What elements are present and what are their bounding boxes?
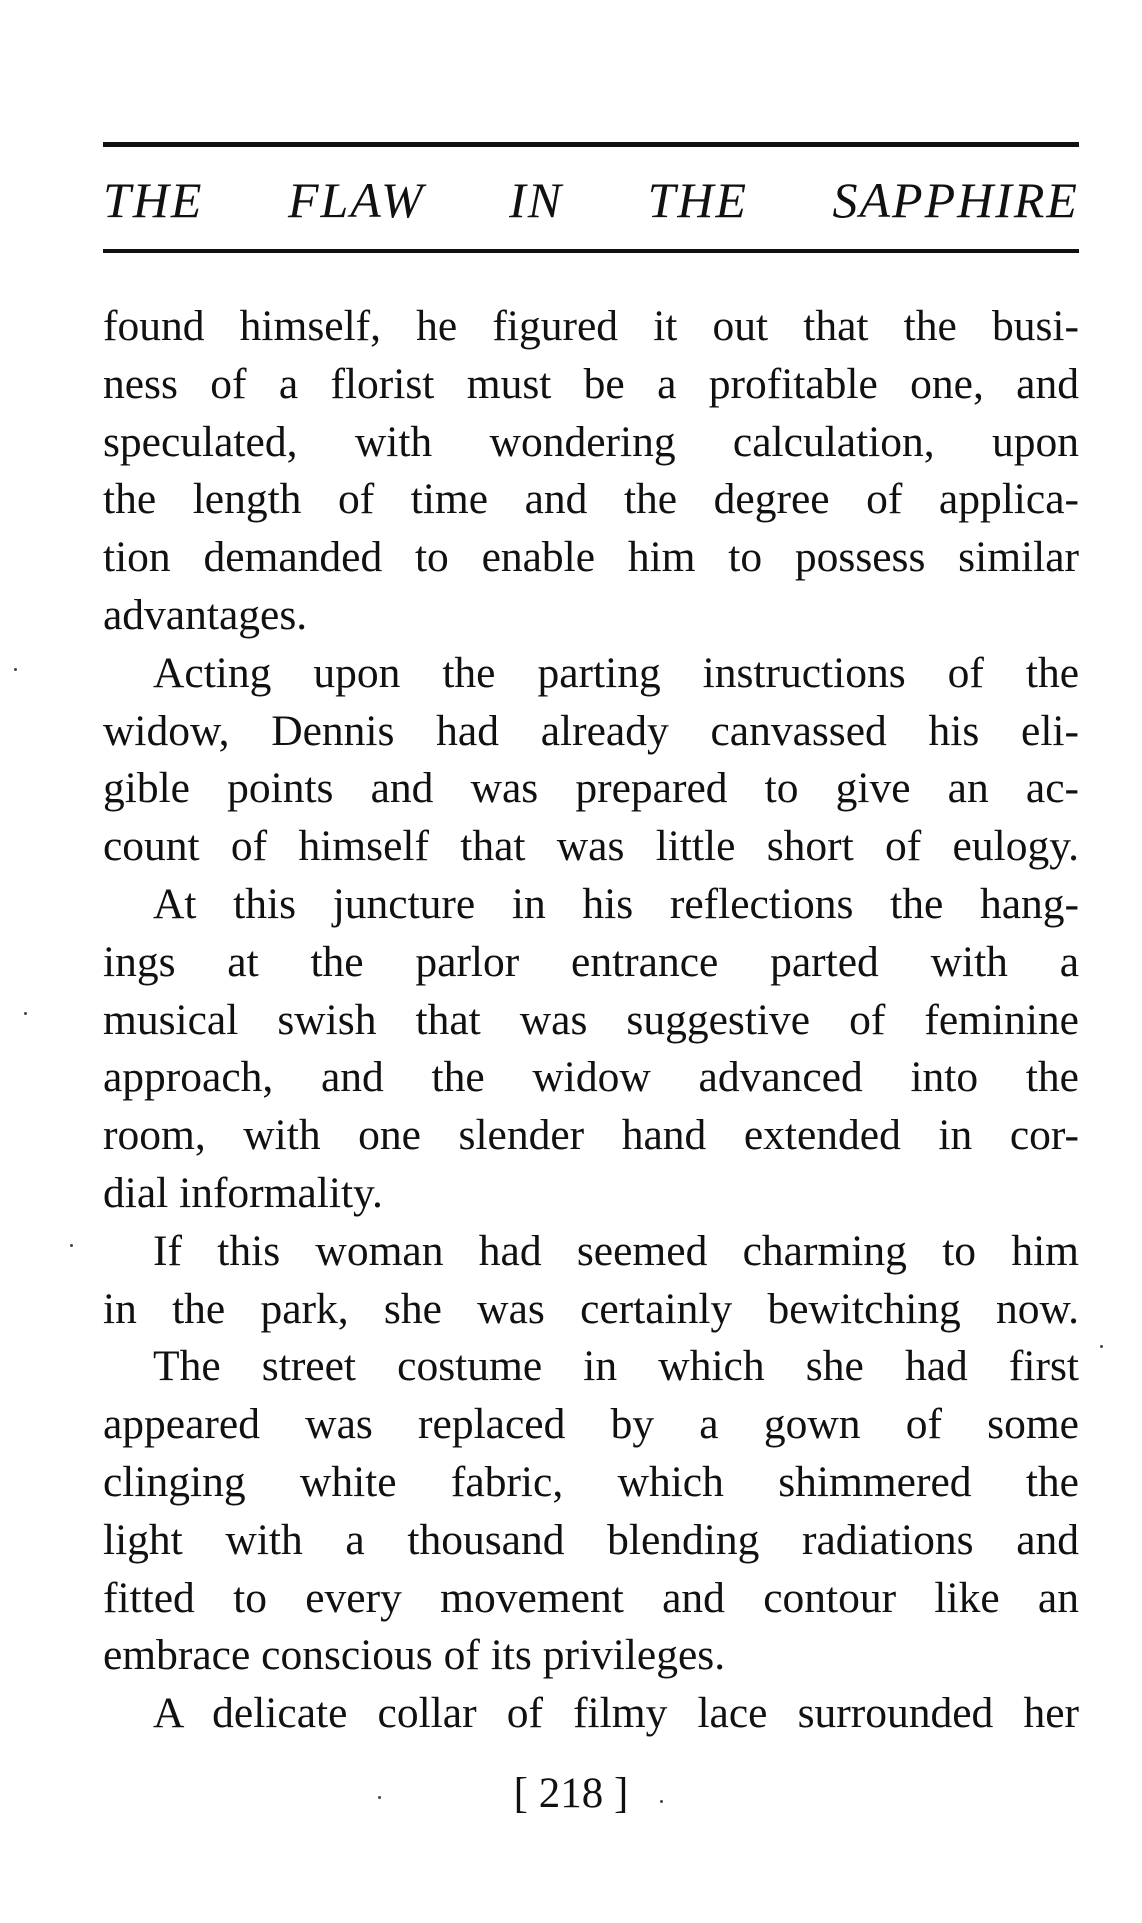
text-line: clinging white fabric, which shimmered the — [103, 1457, 1079, 1506]
text-line: musical swish that was suggestive of feminine — [103, 995, 1079, 1044]
text-line: tion demanded to enable him to possess similar — [103, 533, 1079, 582]
text-line: appeared was replaced by a gown of some — [103, 1400, 1079, 1449]
paper-speck — [14, 668, 17, 671]
text-line: advantages. — [103, 590, 308, 639]
running-head-word: SAPPHIRE — [832, 172, 1079, 228]
paper-speck — [70, 1244, 73, 1247]
text-line: count of himself that was little short of eulogy. — [103, 822, 1079, 871]
paper-speck — [660, 1800, 663, 1803]
text-line: in the park, she was certainly bewitching now. — [103, 1284, 1079, 1333]
text-line: The street costume in which she had first — [153, 1342, 1079, 1391]
running-head-word: FLAW — [287, 172, 425, 228]
text-line: fitted to every movement and contour like an — [103, 1573, 1079, 1622]
running-head-word: THE — [647, 172, 749, 228]
text-line: found himself, he figured it out that the busi- — [103, 302, 1079, 350]
header-rule-bottom — [103, 249, 1079, 253]
text-line: gible points and was prepared to give an ac- — [103, 764, 1079, 813]
paper-speck — [378, 1796, 381, 1799]
text-line: If this woman had seemed charming to him — [153, 1226, 1079, 1275]
page-number: [ 218 ] — [513, 1770, 629, 1817]
text-line: light with a thousand blending radiations and — [103, 1515, 1079, 1564]
text-line: A delicate collar of filmy lace surrounded her — [153, 1689, 1079, 1738]
text-line: the length of time and the degree of applica- — [103, 475, 1079, 524]
body-text — [103, 298, 1079, 1743]
text-line: embrace conscious of its privileges. — [103, 1631, 726, 1680]
running-head-word: THE — [103, 172, 204, 228]
text-line: dial informality. — [103, 1168, 383, 1217]
text-line: approach, and the widow advanced into the — [103, 1053, 1079, 1102]
paper-speck — [24, 1012, 27, 1015]
running-head — [103, 168, 1079, 232]
text-line: At this juncture in his reflections the hang- — [153, 879, 1079, 928]
text-line: room, with one slender hand extended in cor- — [103, 1111, 1079, 1160]
text-line: speculated, with wondering calculation, upon — [103, 417, 1079, 466]
text-line: Acting upon the parting instructions of the — [153, 648, 1079, 697]
text-line: ness of a florist must be a profitable one, and — [103, 359, 1079, 408]
running-head-word: IN — [509, 172, 564, 228]
header-rule-top — [103, 142, 1079, 147]
text-line: ings at the parlor entrance parted with a — [103, 937, 1079, 986]
paper-speck — [1100, 1345, 1103, 1348]
text-line: widow, Dennis had already canvassed his eli- — [103, 706, 1079, 755]
